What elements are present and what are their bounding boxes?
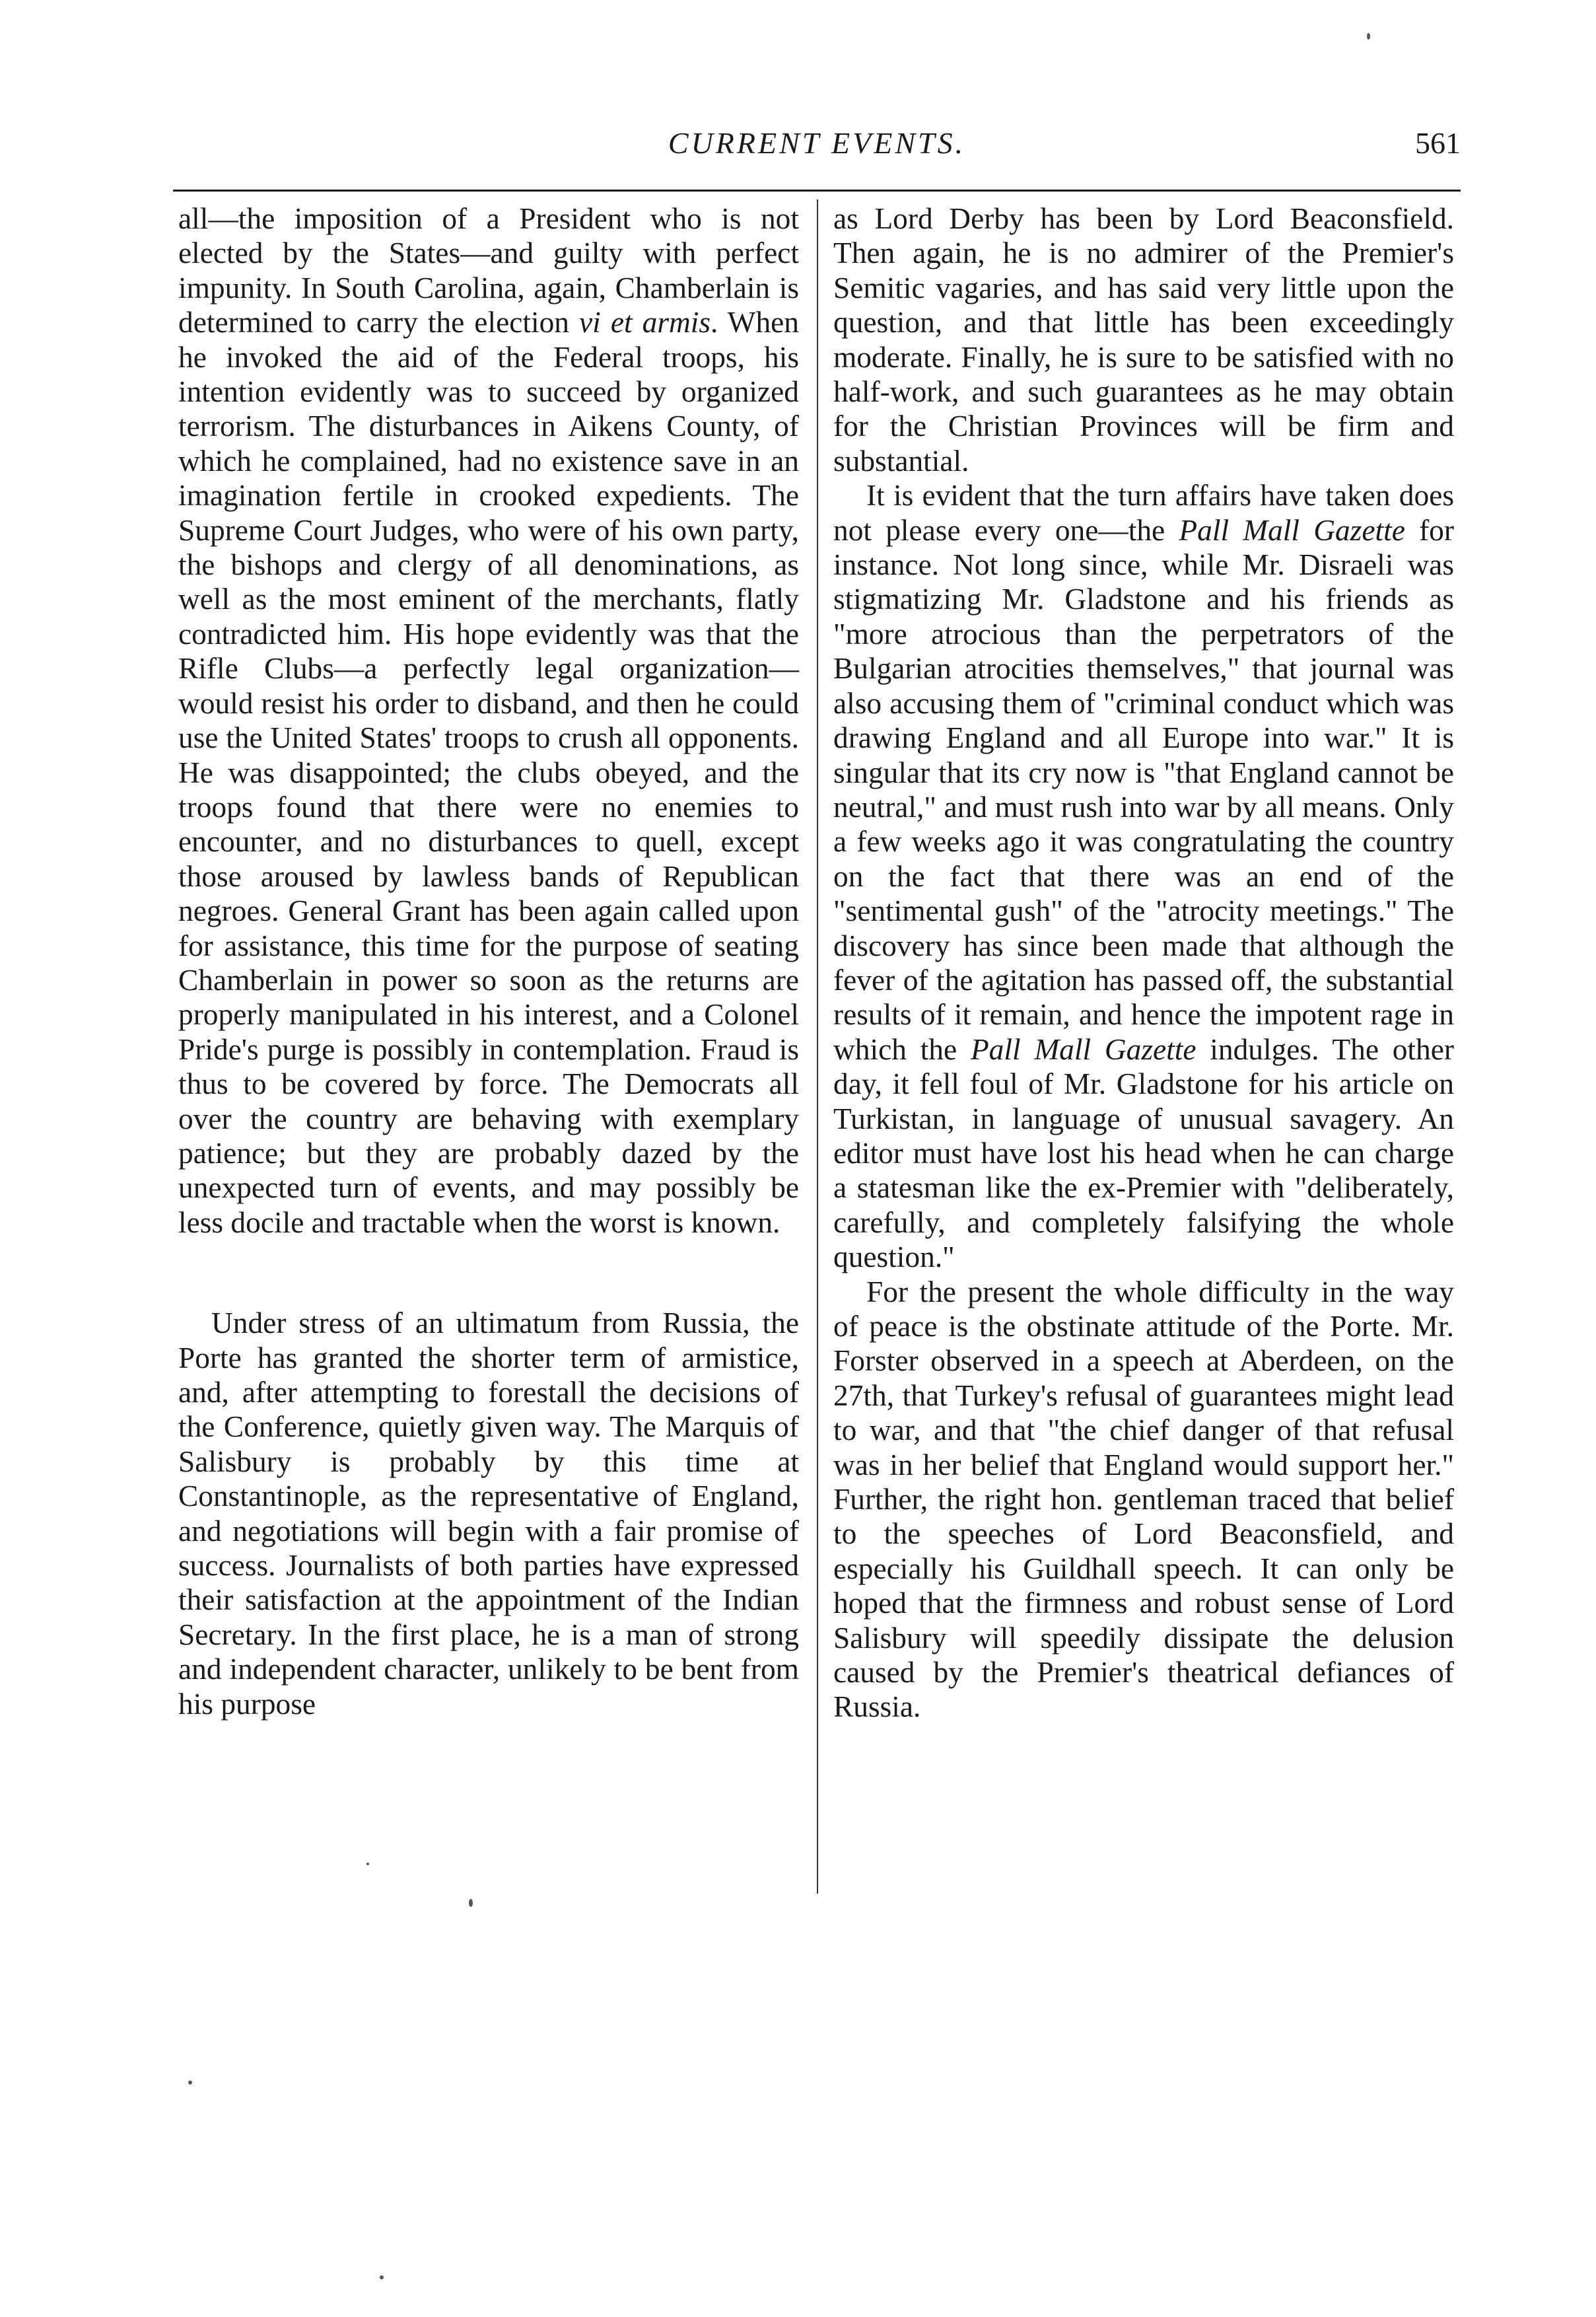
- header-rule: [173, 190, 1461, 192]
- paragraph-obstinate-porte: For the present the whole difficulty in the way of peace is the obstinate attitude of the Porte. Mr. Forster observed in a speech at Aberdeen, on the 27th, that Turkey's refusal of guarantees might lead to war, and that "the chief danger of that refusal was in her belief that England would support her." Further, the right hon. gentleman traced that belief to the speeches of Lord Beaconsfield, and especially his Guildhall speech. It can only be hoped that the firmness and robust sense of Lord Salisbury will speedily dissipate the delusion caused by the Premier's theatrical defiances of Russia.: [833, 1275, 1454, 1724]
- paragraph-pall-mall-gazette: [833, 478, 1454, 1274]
- print-speck: [469, 1899, 473, 1907]
- left-column: [178, 201, 799, 1721]
- right-column: [833, 201, 1454, 1725]
- print-speck: [366, 1863, 369, 1865]
- italic-journal-name: Pall Mall Gazette: [970, 1032, 1197, 1066]
- paragraph-porte-armistice: Under stress of an ultimatum from Russia, the Porte has granted the shorter term of armistice, and, after attempting to forestall the decisions of the Conference, quietly given way. The Marquis of Salisbury is probably by this time at Constantinople, as the representative of England, and negotiations will begin with a fair promise of success. Journalists of both parties have expressed their satisfaction at the appointment of the Indian Secretary. In the first place, he is a man of strong and independent character, unlikely to be bent from his purpose: [178, 1306, 799, 1721]
- page-number: 561: [1415, 126, 1461, 160]
- paragraph-south-carolina: [178, 201, 799, 1240]
- print-speck: [380, 2275, 384, 2279]
- print-speck: [1367, 33, 1370, 40]
- text-run: It is evident that the turn affairs have taken does not please every one—the: [833, 479, 1454, 547]
- italic-journal-name: Pall Mall Gazette: [1179, 513, 1405, 547]
- text-run: all—the imposition of a President who is not elected by the States—and guilty with perfect impunity. In South Carolina, again, Chamberlain is determined to carry the election: [178, 202, 799, 339]
- column-divider: [817, 199, 818, 1894]
- text-run: for instance. Not long since, while Mr. Disraeli was stigmatizing Mr. Gladstone and his friends as "more atrocious than the perpetrators of the Bulgarian atrocities themselves," that journal was also accusing them of "criminal conduct which was drawing England and all Europe into war." It is singular that its cry now is "that England cannot be neutral," and must rush into war by all means. Only a few weeks ago it was congratulating the country on the fact that there was an end of the "sentimental gush" of the "atrocity meetings." The discovery has since been made that although the fever of the agitation has passed off, the substantial results of it remain, and hence the impotent rage in which the: [833, 513, 1454, 1066]
- running-head: [173, 125, 1461, 172]
- print-speck: [188, 2081, 192, 2085]
- text-run: indulges. The other day, it fell foul of Mr. Gladstone for his article on Turkistan, in language of unusual savagery. An editor must have lost his head when he can charge a statesman like the ex-Premier with "deliberately, carefully, and completely falsifying the whole question.": [833, 1032, 1455, 1274]
- italic-phrase: vi et armis: [579, 306, 711, 339]
- text-run: . When he invoked the aid of the Federal troops, his intention evidently was to succeed by organized terrorism. The disturbances in Aikens County, of which he complained, had no existence save in an imagination fertile in crooked expedients. The Supreme Court Judges, who were of his own party, the bishops and clergy of all denominations, as well as the most eminent of the merchants, flatly contradicted him. His hope evidently was that the Rifle Clubs—a perfectly legal organization—would resist his order to disband, and then he could use the United States' troops to crush all opponents. He was disappointed; the clubs obeyed, and the troops found that there were no enemies to encounter, and no disturbances to quell, except those aroused by lawless bands of Republican negroes. General Grant has been again called upon for assistance, this time for the purpose of seating Chamberlain in power so soon as the returns are properly manipulated in his interest, and a Colonel Pride's purge is possibly in contemplation. Fraud is thus to be covered by force. The Democrats all over the country are behaving with exemplary patience; but they are probably dazed by the unexpected turn of events, and may possibly be less docile and tractable when the worst is known.: [178, 306, 799, 1239]
- paragraph-lord-derby: as Lord Derby has been by Lord Beaconsfield. Then again, he is no admirer of the Premier's Semitic vagaries, and has said very little upon the question, and that little has been exceedingly moderate. Finally, he is sure to be satisfied with no half-work, and such guarantees as he may obtain for the Christian Provinces will be firm and substantial.: [833, 202, 1454, 478]
- running-head-title: CURRENT EVENTS.: [668, 126, 966, 160]
